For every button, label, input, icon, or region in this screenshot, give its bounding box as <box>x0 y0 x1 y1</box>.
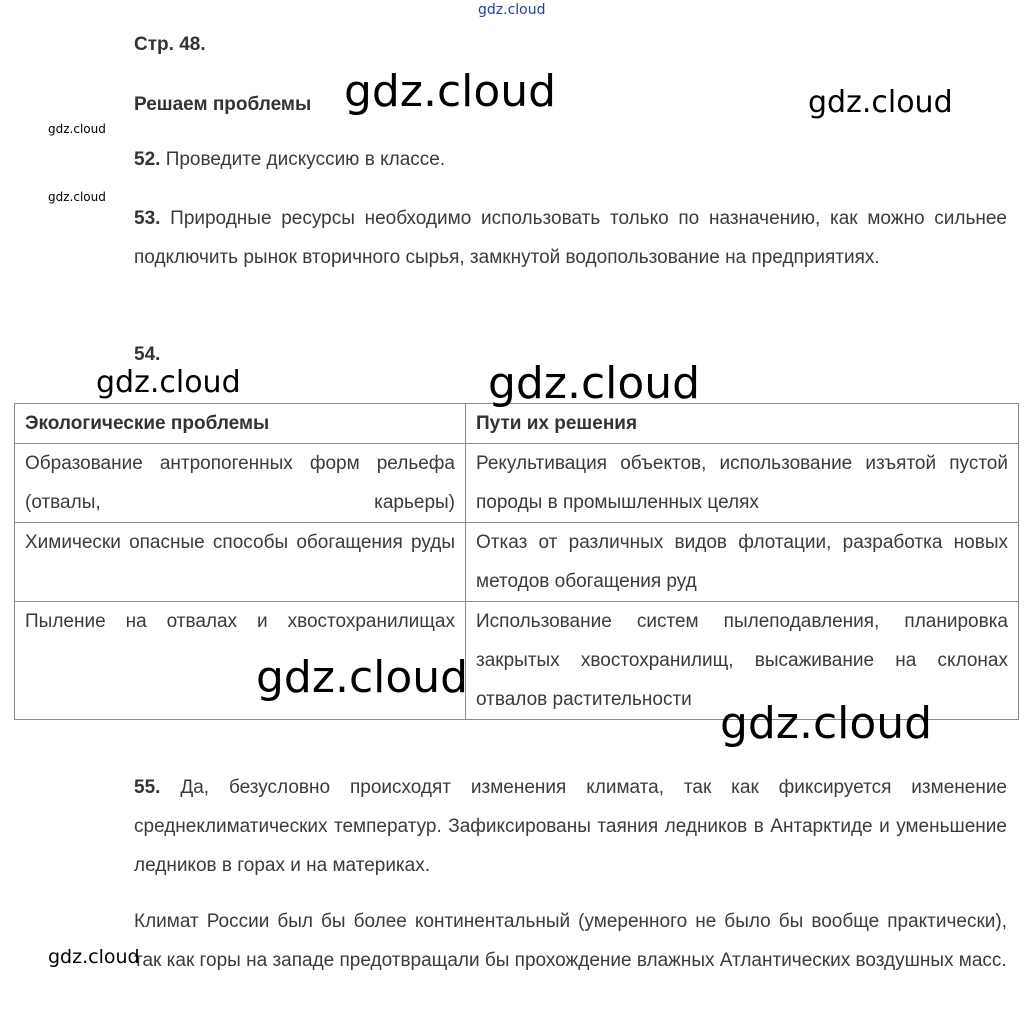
watermark: gdz.cloud <box>96 365 241 400</box>
eco-problems-table <box>14 403 1019 720</box>
question-52 <box>134 140 1007 179</box>
watermark: gdz.cloud <box>488 358 701 409</box>
watermark: gdz.cloud <box>720 698 933 749</box>
question-text: Да, безусловно происходят изменения климата, так как фиксируется изменение среднеклиматических температур. Зафиксированы таяния ледников в Антарктиде и уменьшение ледников в горах и на материках. <box>134 777 1007 876</box>
watermark: gdz.cloud <box>48 122 106 136</box>
watermark: gdz.cloud <box>48 946 140 968</box>
table-cell-problem: Химически опасные способы обогащения руды <box>15 523 466 602</box>
question-55 <box>134 768 1007 885</box>
watermark: gdz.cloud <box>256 652 469 703</box>
table-cell-solution: Использование систем пылеподавления, планировка закрытых хвостохранилищ, высаживание на склонах отвалов растительности <box>466 602 1019 720</box>
table-header-problems: Экологические проблемы <box>15 404 466 444</box>
question-text: Природные ресурсы необходимо использовать только по назначению, как можно сильнее подключить рынок вторичного сырья, замкнутой водопользование на предприятиях. <box>134 208 1007 268</box>
table-header-row <box>15 404 1019 444</box>
question-number: 55. <box>134 777 161 798</box>
table-row <box>15 523 1019 602</box>
table-header-solutions: Пути их решения <box>466 404 1019 444</box>
section-title: Решаем проблемы <box>134 94 312 115</box>
table-cell-solution: Рекультивация объектов, использование изъятой пустой породы в промышленных целях <box>466 444 1019 523</box>
watermark: gdz.cloud <box>48 190 106 204</box>
question-55-continued: Климат России был бы более континентальный (умеренного не было бы вообще практически), так как горы на западе предотвращали бы прохождение влажных Атлантических воздушных масс. <box>134 911 1007 971</box>
page-label: Стр. 48. <box>134 34 206 55</box>
watermark: gdz.cloud <box>344 66 557 117</box>
table-cell-solution: Отказ от различных видов флотации, разработка новых методов обогащения руд <box>466 523 1019 602</box>
question-54-number: 54. <box>134 344 161 365</box>
table-row <box>15 444 1019 523</box>
question-number: 53. <box>134 208 161 229</box>
question-text: Проведите дискуссию в классе. <box>165 149 446 170</box>
watermark: gdz.cloud <box>808 85 953 120</box>
question-53 <box>134 199 1007 277</box>
question-number: 52. <box>134 149 161 170</box>
watermark-top: gdz.cloud <box>478 2 546 18</box>
table-cell-problem: Пыление на отвалах и хвостохранилищах <box>15 602 466 720</box>
table-cell-problem: Образование антропогенных форм рельефа (отвалы, карьеры) <box>15 444 466 523</box>
